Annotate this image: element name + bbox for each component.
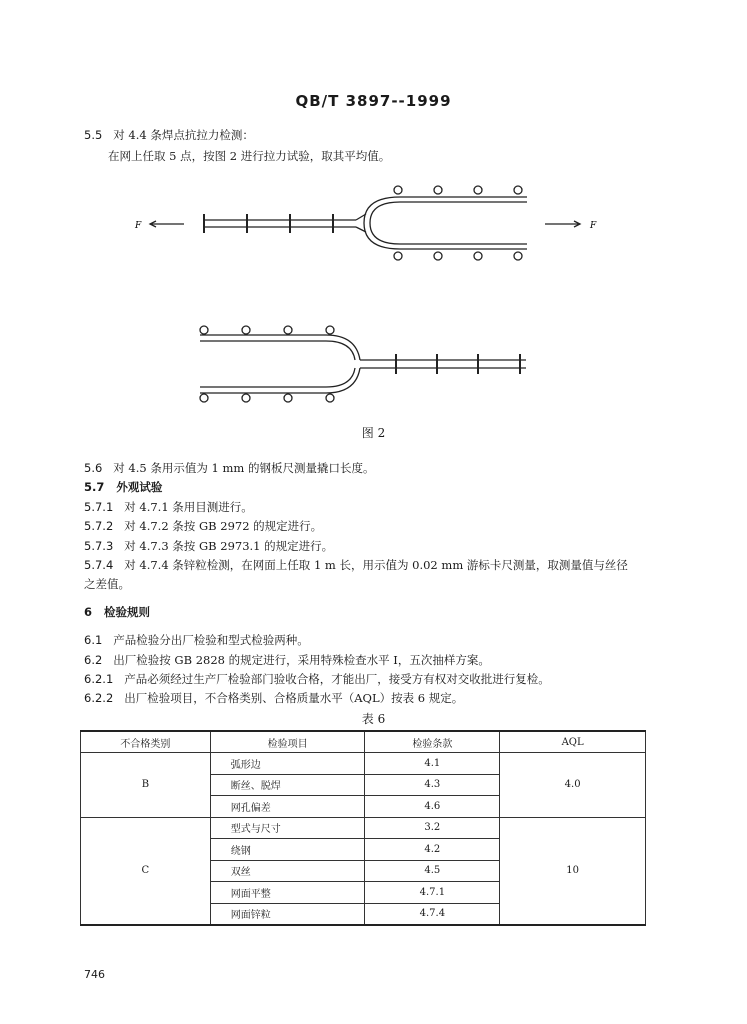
section-text: 检验规则: [104, 605, 151, 619]
column-header: 检验项目: [210, 731, 365, 753]
item-cell: 绕钢: [210, 839, 365, 861]
section-number: 6.2: [84, 653, 103, 667]
section-6: [84, 604, 150, 620]
figure-caption: 图 2: [361, 426, 386, 440]
section-5-5-body: 在网上任取 5 点，按图 2 进行拉力试验，取其平均值。: [108, 149, 391, 163]
section-number: 5.7.1: [84, 500, 114, 514]
section-text: 对 4.4 条焊点抗拉力检测：: [113, 128, 254, 142]
section-number: 5.5: [84, 128, 103, 142]
clause-cell: 4.3: [365, 774, 500, 796]
section-text: 对 4.7.3 条按 GB 2973.1 的规定进行。: [124, 539, 334, 553]
item-cell: 型式与尺寸: [210, 817, 365, 839]
column-header: 检验条款: [365, 731, 500, 753]
section-number: 5.6: [84, 461, 103, 475]
table-row: [81, 817, 646, 839]
section-text: 对 4.7.1 条用目测进行。: [124, 500, 253, 514]
section-number: 6.2.1: [84, 672, 114, 686]
section-number: 5.7.4: [84, 558, 114, 572]
section-5-7-2: [84, 518, 322, 534]
clause-cell: 4.6: [365, 796, 500, 818]
section-6-2: [84, 652, 490, 668]
section-number: 5.7.2: [84, 519, 114, 533]
clause-cell: 4.7.4: [365, 903, 500, 925]
section-number: 6: [84, 605, 93, 619]
force-label-left: F: [135, 221, 142, 231]
item-cell: 弧形边: [210, 753, 365, 775]
section-5-7: [84, 479, 162, 495]
section-text: 对 4.7.4 条锌粒检测，在网面上任取 1 m 长，用示值为 0.02 mm 游标卡尺测量，取测量值与丝径: [124, 558, 628, 572]
section-text: 出厂检验项目，不合格类别、合格质量水平（AQL）按表 6 规定。: [124, 691, 464, 705]
section-6-2-2: [84, 690, 463, 706]
section-number: 5.7: [84, 480, 105, 494]
clause-cell: 4.2: [365, 839, 500, 861]
table-caption: 表 6: [361, 712, 386, 726]
table-row: [81, 753, 646, 775]
standard-header: QB/T 3897--1999: [295, 92, 452, 110]
clause-cell: 4.7.1: [365, 882, 500, 904]
page-number: 746: [84, 968, 105, 981]
item-cell: 网面锌粒: [210, 903, 365, 925]
section-5-7-3: [84, 538, 333, 554]
section-text: 出厂检验按 GB 2828 的规定进行，采用特殊检查水平 Ⅰ，五次抽样方案。: [113, 653, 490, 667]
section-text: 对 4.7.2 条按 GB 2972 的规定进行。: [124, 519, 323, 533]
section-text: 外观试验: [116, 480, 163, 494]
section-5-7-4: [84, 557, 628, 573]
item-cell: 网面平整: [210, 882, 365, 904]
section-text: 产品检验分出厂检验和型式检验两种。: [113, 633, 309, 647]
column-header: AQL: [500, 731, 646, 753]
item-cell: 双丝: [210, 860, 365, 882]
item-cell: 断丝、脱焊: [210, 774, 365, 796]
section-text: 对 4.5 条用示值为 1 mm 的钢板尺测量撬口长度。: [113, 461, 375, 475]
category-cell: C: [81, 817, 211, 925]
clause-cell: 3.2: [365, 817, 500, 839]
column-header: 不合格类别: [81, 731, 211, 753]
clause-cell: 4.1: [365, 753, 500, 775]
section-number: 5.7.3: [84, 539, 114, 553]
item-cell: 网孔偏差: [210, 796, 365, 818]
section-5-7-1: [84, 499, 253, 515]
u-loop-wire: [200, 335, 360, 360]
section-5-7-4-continuation: 之差值。: [84, 577, 130, 591]
table-6: [80, 730, 646, 926]
aql-cell: 10: [500, 817, 646, 925]
force-label-right: F: [590, 221, 597, 231]
u-loop-wire: [370, 202, 527, 244]
section-5-6: [84, 460, 374, 476]
section-text: 产品必须经过生产厂检验部门验收合格，才能出厂，接受方有权对交收批进行复检。: [124, 672, 550, 686]
section-6-2-1: [84, 671, 550, 687]
category-cell: B: [81, 753, 211, 818]
clause-cell: 4.5: [365, 860, 500, 882]
section-number: 6.1: [84, 633, 103, 647]
section-number: 6.2.2: [84, 691, 114, 705]
section-6-1: [84, 632, 309, 648]
u-loop-wire: [364, 197, 527, 249]
aql-cell: 4.0: [500, 753, 646, 818]
